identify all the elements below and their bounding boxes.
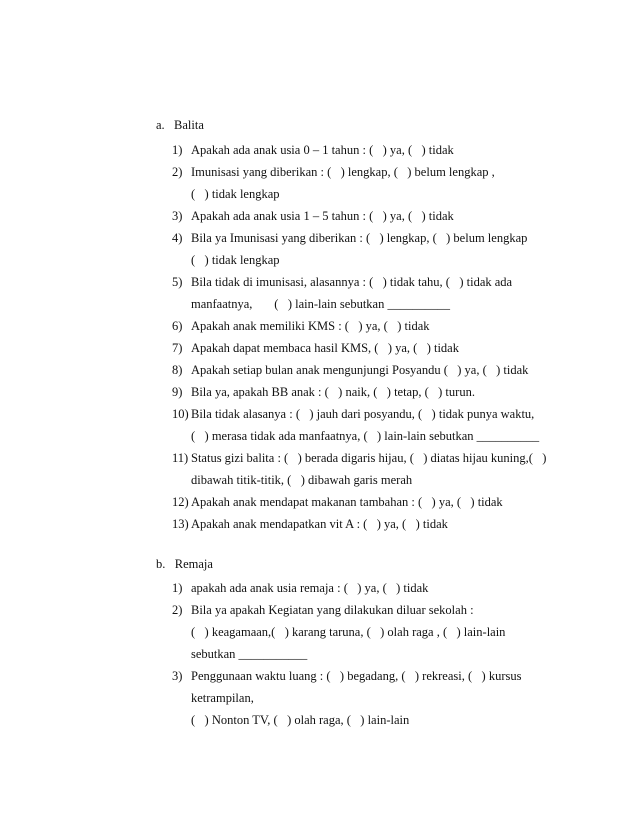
- item-text: Bila ya, apakah BB anak : ( ) naik, ( ) tetap, ( ) turun.: [191, 385, 475, 399]
- item-number: 3): [172, 209, 183, 223]
- item-text: Bila tidak di imunisasi, alasannya : ( ) tidak tahu, ( ) tidak ada: [191, 275, 513, 289]
- item-continuation: sebutkan ___________: [191, 647, 308, 661]
- item-text: Bila ya apakah Kegiatan yang dilakukan diluar sekolah :: [191, 603, 474, 617]
- item-number: 12): [172, 495, 189, 509]
- item-text: Bila ya Imunisasi yang diberikan : ( ) lengkap, ( ) belum lengkap: [191, 231, 528, 245]
- item-text: Status gizi balita : ( ) berada digaris hijau, ( ) diatas hijau kuning,( ): [191, 451, 547, 465]
- item-number: 1): [172, 581, 183, 595]
- item-continuation: manfaatnya, ( ) lain-lain sebutkan __________: [191, 297, 450, 311]
- item-continuation: ( ) merasa tidak ada manfaatnya, ( ) lain-lain sebutkan __________: [191, 429, 540, 443]
- item-number: 9): [172, 385, 183, 399]
- item-number: 13): [172, 517, 189, 531]
- item-text: Apakah dapat membaca hasil KMS, ( ) ya, ( ) tidak: [191, 341, 459, 355]
- item-continuation: ( ) Nonton TV, ( ) olah raga, ( ) lain-lain: [191, 713, 410, 727]
- item-continuation: ( ) tidak lengkap: [191, 253, 280, 267]
- section-a-title: a. Balita: [156, 118, 204, 132]
- item-number: 4): [172, 231, 183, 245]
- item-number: 6): [172, 319, 183, 333]
- item-text: Apakah anak mendapat makanan tambahan : ( ) ya, ( ) tidak: [191, 495, 503, 509]
- item-number: 3): [172, 669, 183, 683]
- item-number: 1): [172, 143, 183, 157]
- item-number: 10): [172, 407, 189, 421]
- item-number: 2): [172, 603, 183, 617]
- item-text: Bila tidak alasanya : ( ) jauh dari posyandu, ( ) tidak punya waktu,: [191, 407, 535, 421]
- item-text: Apakah setiap bulan anak mengunjungi Posyandu ( ) ya, ( ) tidak: [191, 363, 529, 377]
- item-number: 7): [172, 341, 183, 355]
- item-continuation: ( ) tidak lengkap: [191, 187, 280, 201]
- item-continuation: ( ) keagamaan,( ) karang taruna, ( ) olah raga , ( ) lain-lain: [191, 625, 506, 639]
- item-number: 11): [172, 451, 189, 465]
- item-text: Penggunaan waktu luang : ( ) begadang, ( ) rekreasi, ( ) kursus: [191, 669, 522, 683]
- item-text: Apakah anak memiliki KMS : ( ) ya, ( ) tidak: [191, 319, 430, 333]
- item-text: Apakah ada anak usia 0 – 1 tahun : ( ) ya, ( ) tidak: [191, 143, 454, 157]
- item-text: apakah ada anak usia remaja : ( ) ya, ( ) tidak: [191, 581, 429, 595]
- item-text: Apakah anak mendapatkan vit A : ( ) ya, ( ) tidak: [191, 517, 448, 531]
- item-text: Imunisasi yang diberikan : ( ) lengkap, ( ) belum lengkap ,: [191, 165, 495, 179]
- item-continuation: dibawah titik-titik, ( ) dibawah garis merah: [191, 473, 413, 487]
- item-number: 2): [172, 165, 183, 179]
- item-text: Apakah ada anak usia 1 – 5 tahun : ( ) ya, ( ) tidak: [191, 209, 454, 223]
- item-number: 5): [172, 275, 183, 289]
- item-continuation: ketrampilan,: [191, 691, 254, 705]
- item-number: 8): [172, 363, 183, 377]
- section-b-title: b. Remaja: [156, 557, 213, 571]
